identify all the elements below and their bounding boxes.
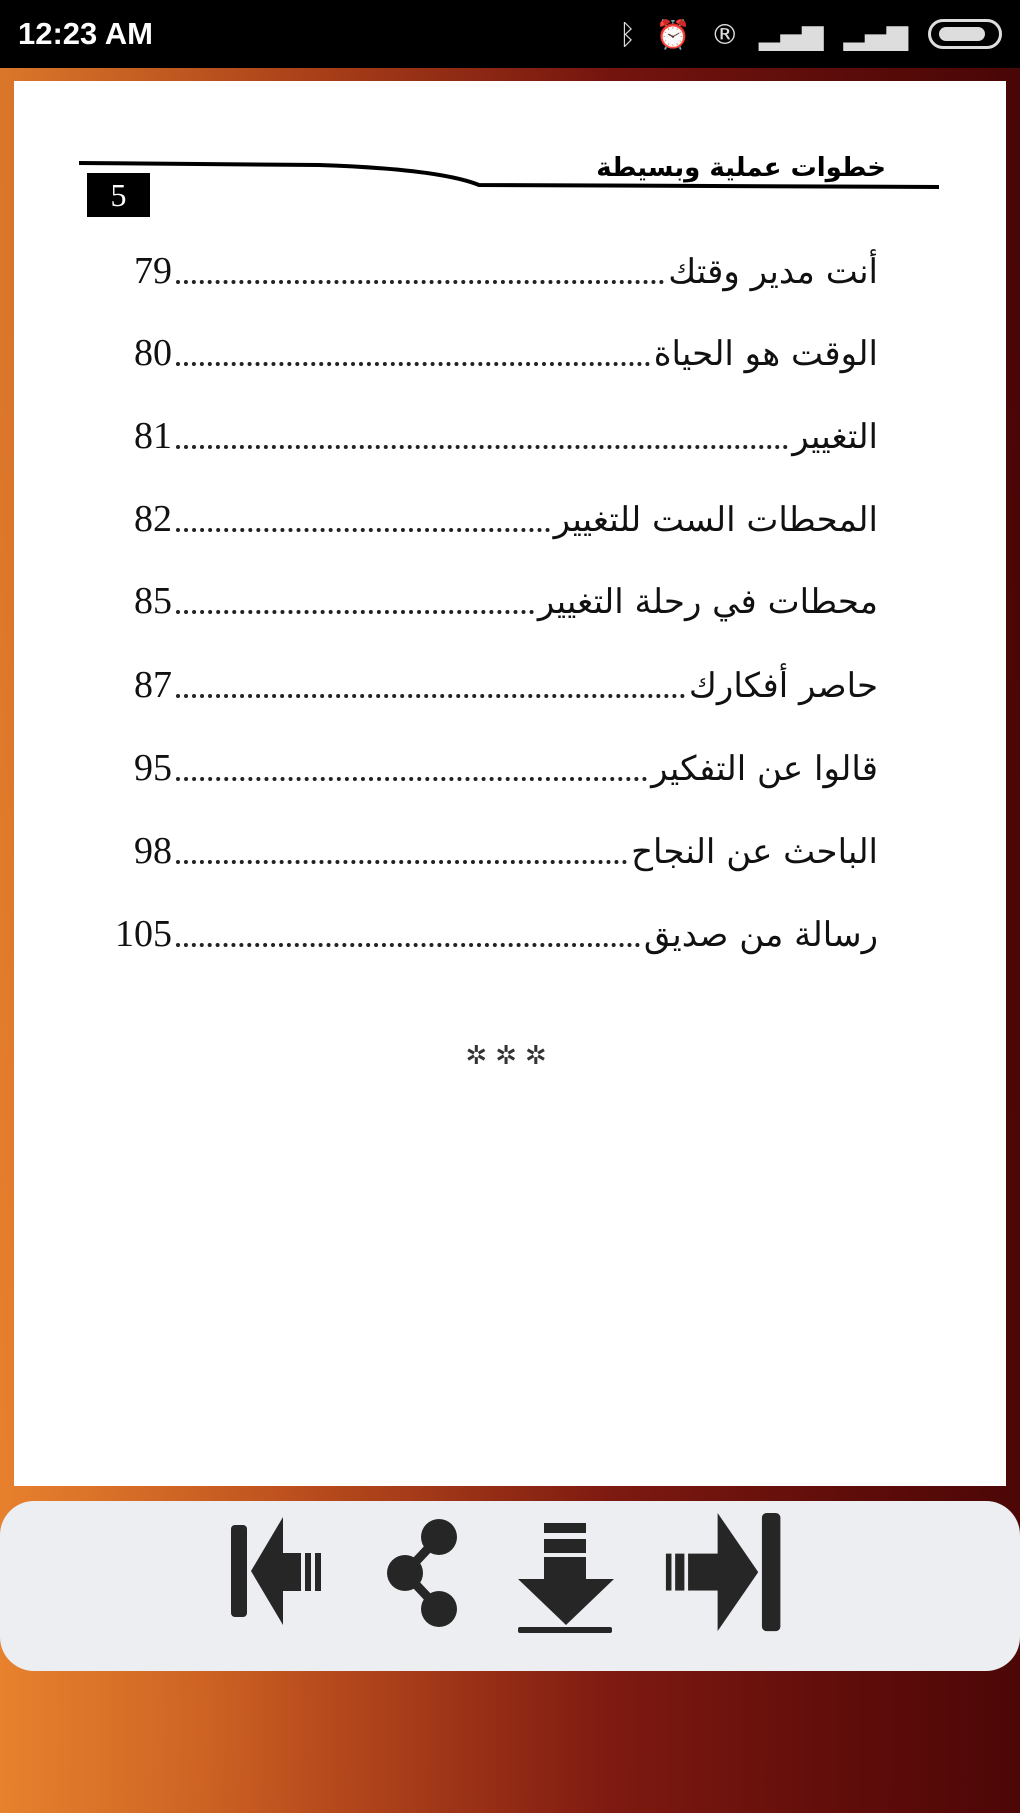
dot-leader xyxy=(176,445,788,449)
toc-entry[interactable] xyxy=(108,829,878,873)
page-number: 5 xyxy=(87,173,150,217)
dot-leader xyxy=(176,777,647,781)
clock: 12:23 AM xyxy=(18,16,153,51)
toc-title: الباحث عن النجاح xyxy=(631,832,878,872)
toc-page-number: 105 xyxy=(115,913,172,955)
running-header: خطوات عملية وبسيطة xyxy=(596,153,886,183)
toc-page-number: 80 xyxy=(134,332,172,374)
book-page xyxy=(14,81,1006,1486)
first-page-icon xyxy=(231,1517,321,1625)
dot-leader xyxy=(176,694,685,698)
dot-leader xyxy=(176,610,534,614)
toc-entry[interactable] xyxy=(108,746,878,790)
bluetooth-icon: ᛒ xyxy=(619,17,636,51)
last-page-button[interactable] xyxy=(661,1513,789,1633)
toc-entry[interactable] xyxy=(108,912,878,956)
dot-leader xyxy=(176,860,627,864)
dot-leader xyxy=(176,280,664,284)
share-button[interactable] xyxy=(387,1513,463,1633)
toc-title: قالوا عن التفكير xyxy=(651,749,878,789)
dot-leader xyxy=(176,528,550,532)
alarm-icon: ⏰ xyxy=(655,17,691,51)
last-page-icon xyxy=(666,1513,780,1631)
battery-icon xyxy=(928,19,1002,49)
toc-page-number: 82 xyxy=(134,498,172,540)
signal-icon: ▂▄▆ xyxy=(843,17,908,51)
toc-page-number: 95 xyxy=(134,747,172,789)
toc-title: أنت مدير وقتك xyxy=(668,252,878,292)
toc-page-number: 98 xyxy=(134,830,172,872)
toc-entry[interactable] xyxy=(108,331,878,375)
toc-entry[interactable] xyxy=(108,497,878,541)
share-icon xyxy=(387,1519,457,1627)
toc-entry[interactable] xyxy=(108,414,878,458)
download-button[interactable] xyxy=(518,1513,614,1633)
toc-page-number: 79 xyxy=(134,250,172,292)
toc-page-number: 85 xyxy=(134,580,172,622)
status-bar xyxy=(0,0,1020,68)
toc-page-number: 81 xyxy=(134,415,172,457)
ornament: ✲✲✲ xyxy=(465,1041,555,1071)
toc-title: التغيير xyxy=(792,417,878,457)
toc-title: رسالة من صديق xyxy=(643,915,878,955)
toc-title: محطات في رحلة التغيير xyxy=(537,582,878,622)
toc-entry[interactable] xyxy=(108,579,878,623)
dot-leader xyxy=(176,362,650,366)
dot-leader xyxy=(176,943,640,947)
toolbar xyxy=(0,1501,1020,1671)
toc-entry[interactable] xyxy=(108,249,878,293)
signal-icon: ▂▄▆ xyxy=(758,17,824,51)
first-page-button[interactable] xyxy=(231,1513,335,1633)
toc-title: الوقت هو الحياة xyxy=(653,334,878,374)
download-icon xyxy=(518,1523,614,1633)
toc-title: المحطات الست للتغيير xyxy=(553,500,878,540)
toc-entry[interactable] xyxy=(108,663,878,707)
toc-page-number: 87 xyxy=(134,664,172,706)
toc-title: حاصر أفكارك xyxy=(688,666,878,706)
registered-icon: ® xyxy=(710,17,739,51)
